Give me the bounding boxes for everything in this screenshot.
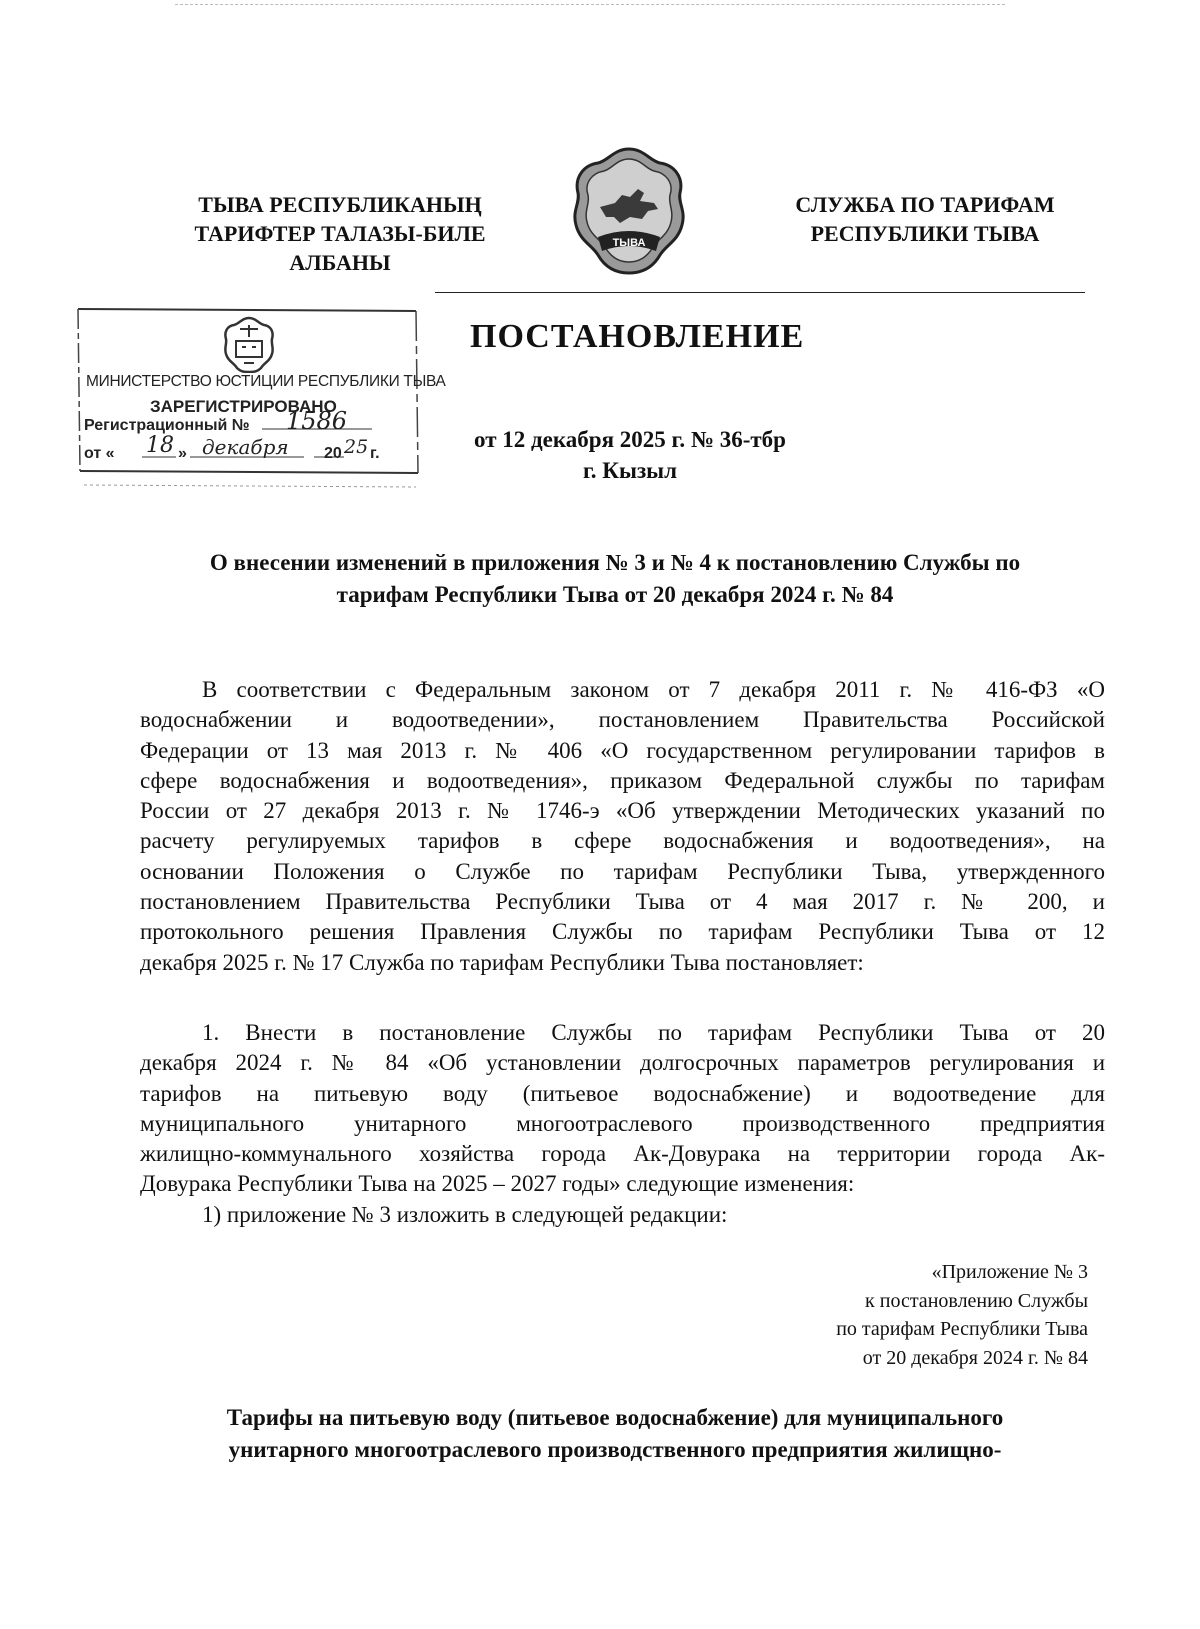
header-right-line: СЛУЖБА ПО ТАРИФАМ [795,192,1055,217]
appendix-line: к постановлению Службы [865,1289,1088,1312]
paragraph-line: декабря 2024 г. № 84 «Об установлении долгосрочных параметров регулирования и [140,1050,1105,1076]
paragraph-line: расчету регулируемых тарифов в сфере водоснабжения и водоотведения», на [140,828,1105,854]
header-divider [435,292,1085,293]
header-left-line: ТЫВА РЕСПУБЛИКАНЫҢ [198,192,482,217]
tuva-coat-of-arms-icon [570,145,688,280]
paragraph-line: сфере водоснабжения и водоотведения», приказом Федеральной службы по тарифам [140,767,1105,793]
paragraph-line: протокольного решения Правления Службы по тарифам Республики Тыва от 12 [140,919,1105,945]
document-type: ПОСТАНОВЛЕНИЕ [470,318,805,355]
tariff-table-title [150,1402,1080,1466]
header-right-russian [765,190,1085,248]
stamp-year-prefix: 20 [324,445,342,462]
header-left-line: ТАРИФТЕР ТАЛАЗЫ-БИЛЕ [194,221,486,246]
table-title-line: Тарифы на питьевую воду (питьевое водоснабжение) для муниципального [226,1405,1004,1430]
emblem-icon [224,315,274,373]
paragraph-line: России от 27 декабря 2013 г. № 1746-э «Об утверждении Методических указаний по [140,798,1105,824]
scan-noise [175,4,1005,7]
title-line: О внесении изменений в приложения № 3 и № 4 к постановлению Службы по [209,550,1021,575]
paragraph-line: постановлением Правительства Республики Тыва от 4 мая 2017 г. № 200, и [140,889,1105,915]
stamp-month: декабря [202,435,289,459]
appendix-reference [740,1258,1088,1372]
stamp-ministry: МИНИСТЕРСТВО ЮСТИЦИИ РЕСПУБЛИКИ ТЫВА [86,373,446,390]
document-place: г. Кызыл [582,458,678,483]
paragraph-line: 1) приложение № 3 изложить в следующей редакции: [202,1201,728,1227]
stamp-year: 25 [344,436,369,458]
preamble-paragraph [140,675,1105,978]
paragraph-line: жилищно-коммунального хозяйства города Ак-Довурака на территории города Ак- [140,1141,1105,1167]
item-1-paragraph [140,1018,1105,1230]
stamp-day: 18 [146,433,174,458]
registration-stamp [76,305,446,495]
table-title-line: унитарного многоотраслевого производственного предприятия жилищно- [228,1437,1002,1462]
stamp-reg-number: 1586 [286,407,348,435]
appendix-line: «Приложение № 3 [931,1261,1088,1283]
appendix-line: от 20 декабря 2024 г. № 84 [862,1346,1088,1369]
paragraph-line: 1. Внести в постановление Службы по тарифам Республики Тыва от 20 [202,1020,1105,1045]
document-date-block [440,424,820,486]
header-left-line: АЛБАНЫ [289,250,391,275]
document-title [120,547,1110,611]
document-date: от 12 декабря 2025 г. № 36-тбр [474,427,786,452]
title-line: тарифам Республики Тыва от 20 декабря 2024 г. № 84 [336,582,894,607]
paragraph-line: Федерации от 13 мая 2013 г. № 406 «О государственном регулировании тарифов в [140,737,1105,763]
header-right-line: РЕСПУБЛИКИ ТЫВА [810,221,1040,246]
paragraph-line: муниципального унитарного многоотраслевого производственного предприятия [140,1110,1105,1136]
stamp-reg-label: Регистрационный № [84,417,250,434]
stamp-year-suffix: г. [370,445,380,462]
header-left-tuvan [170,190,510,277]
stamp-from-prefix: от « [84,445,115,462]
paragraph-line: Довурака Республики Тыва на 2025 – 2027 годы» следующие изменения: [140,1171,855,1197]
stamp-mid: » [178,445,187,462]
paragraph-line: водоснабжении и водоотведении», постановлением Правительства Российской [140,707,1105,733]
appendix-line: по тарифам Республики Тыва [836,1318,1088,1340]
paragraph-line: декабря 2025 г. № 17 Служба по тарифам Республики Тыва постановляет: [140,949,864,975]
stamp-status: ЗАРЕГИСТРИРОВАНО [150,397,337,416]
emblem-label: ТЫВА [612,237,646,249]
paragraph-line: В соответствии с Федеральным законом от 7 декабря 2011 г. № 416-ФЗ «О [202,677,1105,702]
paragraph-line: тарифов на питьевую воду (питьевое водоснабжение) и водоотведение для [140,1080,1105,1106]
paragraph-line: основании Положения о Службе по тарифам Республики Тыва, утвержденного [140,858,1105,884]
